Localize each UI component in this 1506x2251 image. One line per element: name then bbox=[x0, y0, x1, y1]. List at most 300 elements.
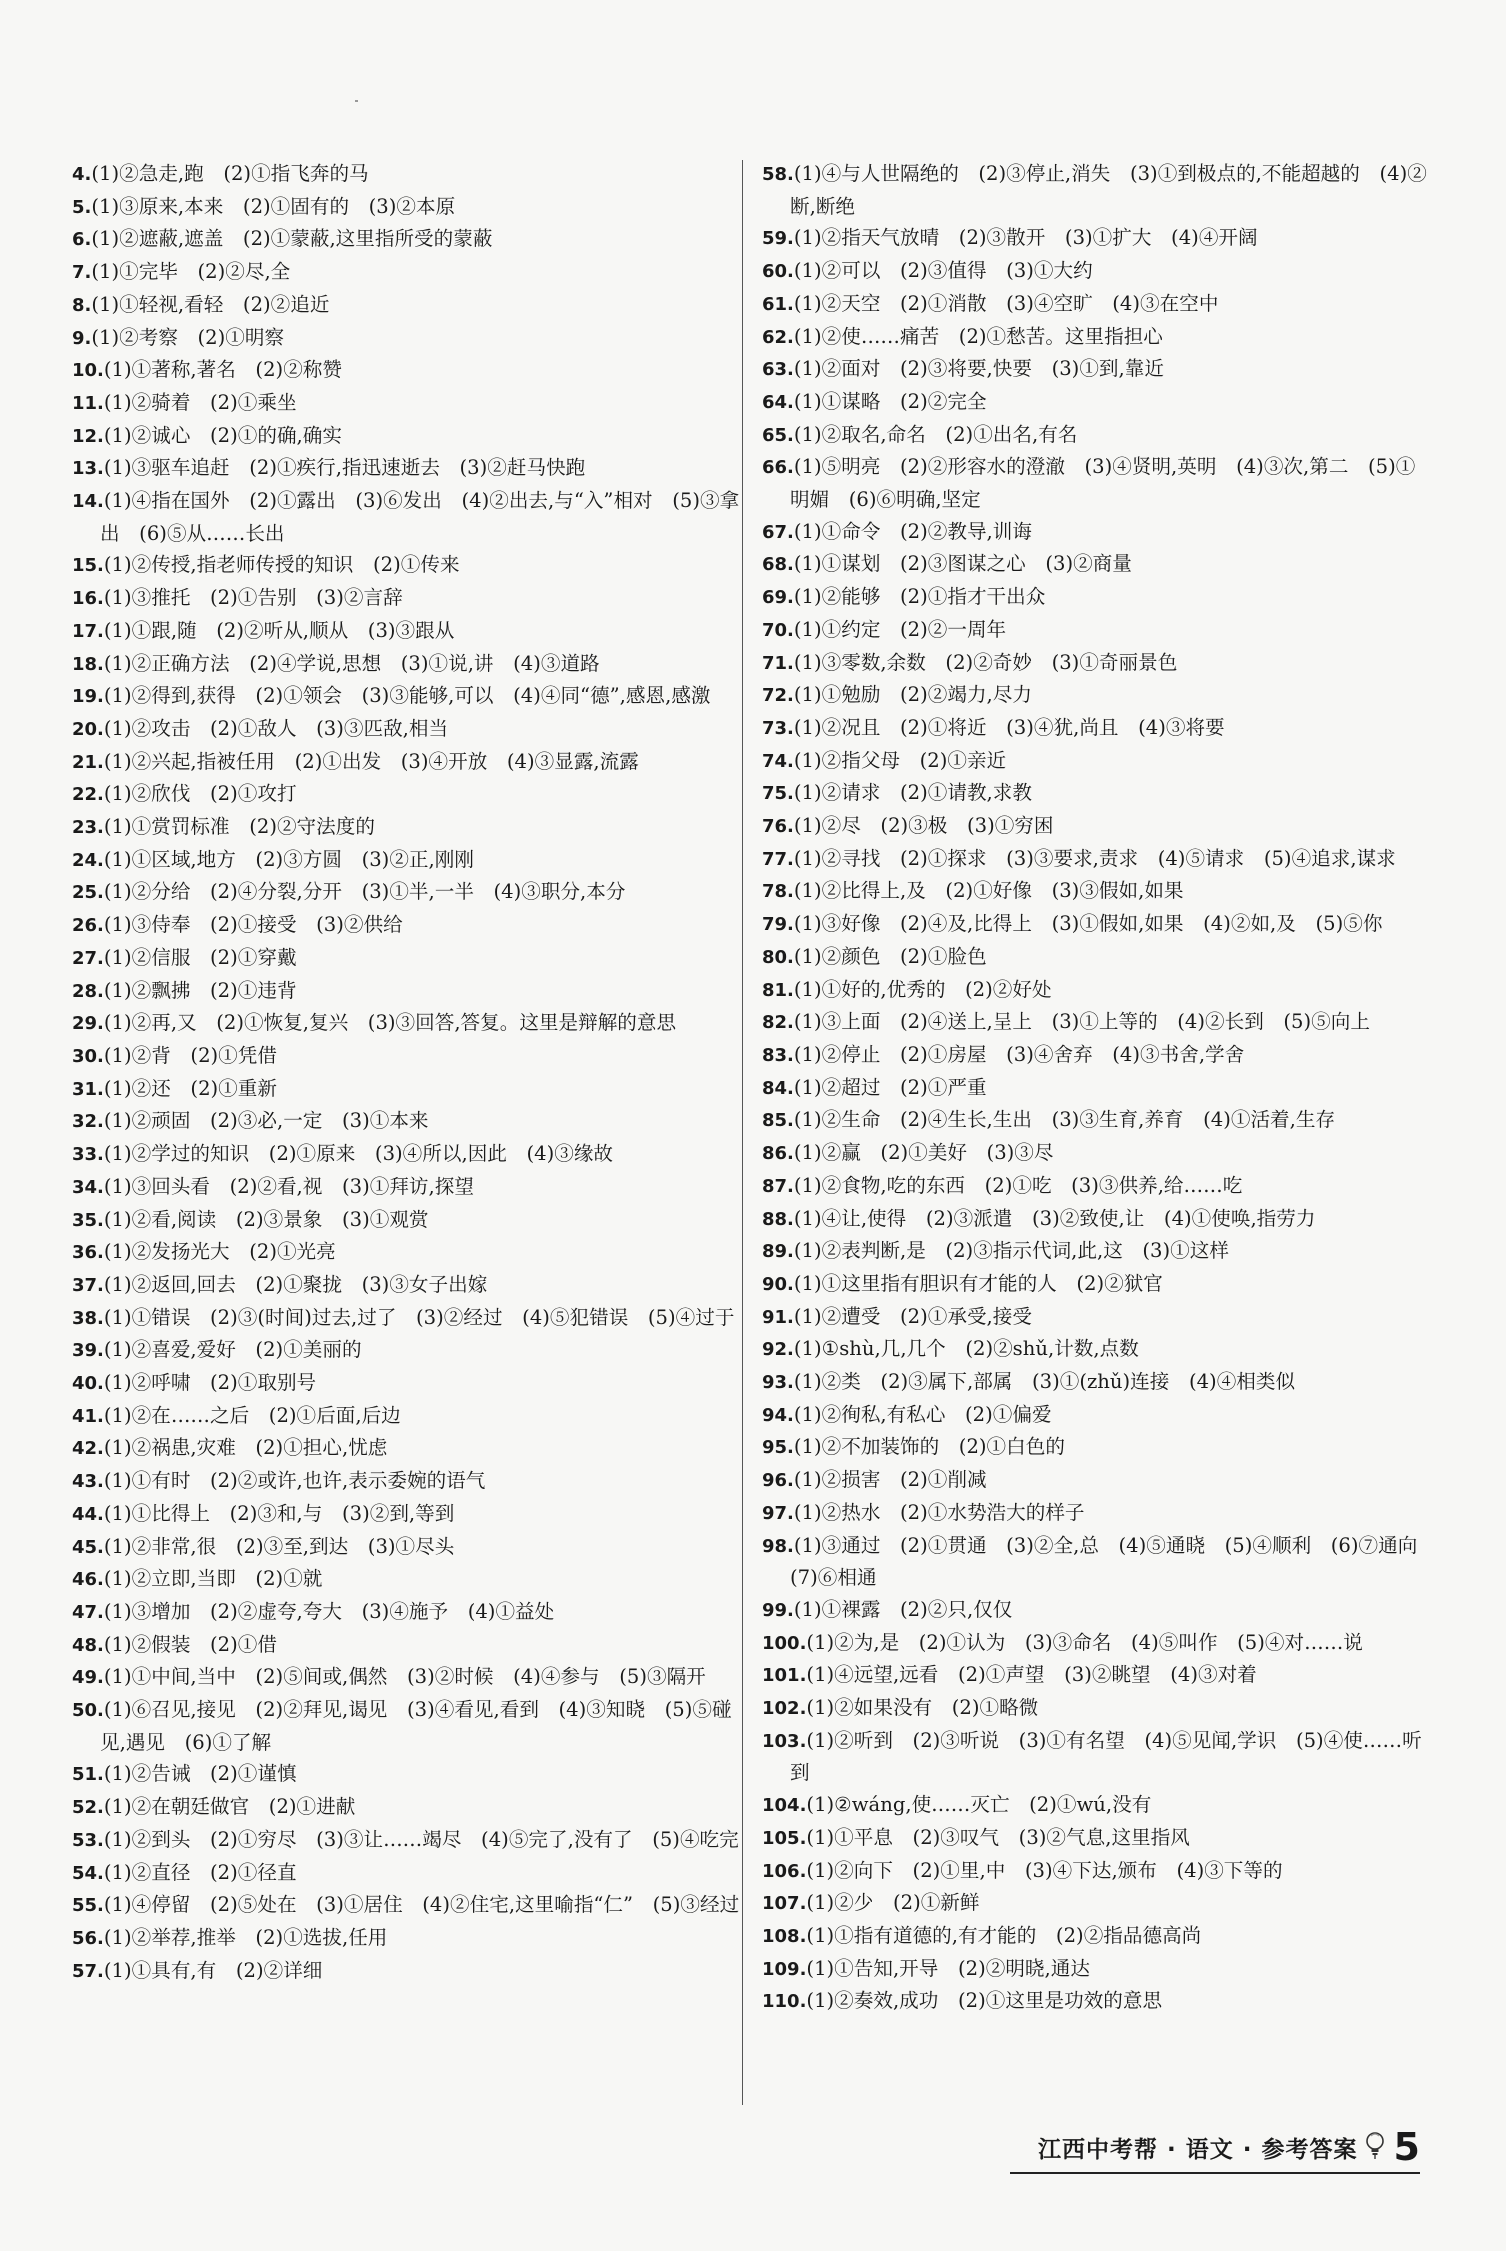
question-number: 94. bbox=[762, 1404, 794, 1426]
answer-text: (1)②面对 (2)③将要,快要 (3)①到,靠近 bbox=[793, 357, 1164, 381]
answer-entry bbox=[72, 354, 742, 387]
question-number: 95. bbox=[762, 1437, 794, 1459]
answer-entry bbox=[72, 582, 742, 615]
answer-text: (1)③增加 (2)②虚夸,夸大 (3)④施予 (4)①益处 bbox=[103, 1599, 555, 1623]
question-number: 82. bbox=[762, 1012, 794, 1034]
question-number: 61. bbox=[762, 293, 794, 315]
question-number: 76. bbox=[762, 816, 794, 838]
answer-text: (1)②比得上,及 (2)①好像 (3)③假如,如果 bbox=[793, 879, 1184, 903]
answer-text: (1)④指在国外 (2)①露出 (3)⑥发出 (4)②出去,与“入”相对 (5)③拿出 (6)⑤从……长出 bbox=[100, 489, 740, 545]
question-number: 89. bbox=[762, 1241, 794, 1263]
question-number: 19. bbox=[72, 686, 104, 708]
question-number: 99. bbox=[762, 1599, 794, 1621]
answer-text: (1)②传授,指老师传授的知识 (2)①传来 bbox=[103, 553, 460, 577]
question-number: 59. bbox=[762, 228, 794, 250]
answer-text: (1)②遭受 (2)①承受,接受 bbox=[793, 1304, 1032, 1328]
answer-text: (1)②指父母 (2)①亲近 bbox=[793, 748, 1007, 772]
answer-text: (1)②在……之后 (2)①后面,后边 bbox=[103, 1403, 401, 1427]
question-number: 87. bbox=[762, 1175, 794, 1197]
question-number: 32. bbox=[72, 1111, 104, 1133]
answer-text: (1)①约定 (2)②一周年 bbox=[793, 617, 1007, 641]
question-number: 57. bbox=[72, 1960, 104, 1982]
question-number: 83. bbox=[762, 1044, 794, 1066]
answer-entry bbox=[762, 158, 1432, 222]
question-number: 40. bbox=[72, 1373, 104, 1395]
answer-entry bbox=[72, 713, 742, 746]
answer-text: (1)①勉励 (2)②竭力,尽力 bbox=[793, 683, 1032, 707]
answer-text: (1)②奏效,成功 (2)①这里是功效的意思 bbox=[806, 1989, 1163, 2013]
answer-text: (1)②兴起,指被任用 (2)①出发 (3)④开放 (4)③显露,流露 bbox=[103, 749, 639, 773]
question-number: 78. bbox=[762, 881, 794, 903]
answer-text: (1)②wáng,使……灭亡 (2)①wú,没有 bbox=[806, 1793, 1152, 1817]
question-number: 12. bbox=[72, 425, 104, 447]
question-number: 43. bbox=[72, 1471, 104, 1493]
answer-text: (1)②飘拂 (2)①违背 bbox=[103, 978, 297, 1002]
answer-text: (1)②举荐,推举 (2)①选拔,任用 bbox=[103, 1925, 388, 1949]
answer-entry bbox=[762, 1072, 1432, 1105]
answer-entry bbox=[72, 1204, 742, 1237]
answer-entry bbox=[72, 1498, 742, 1531]
answer-text: (1)②欣伐 (2)①攻打 bbox=[103, 782, 297, 806]
answer-entry bbox=[762, 1170, 1432, 1203]
right-column bbox=[762, 158, 1437, 2018]
answer-entry bbox=[72, 387, 742, 420]
answer-entry bbox=[762, 875, 1432, 908]
answer-text: (1)②分给 (2)④分裂,分开 (3)①半,一半 (4)③职分,本分 bbox=[103, 880, 626, 904]
question-number: 33. bbox=[72, 1144, 104, 1166]
answer-text: (1)①shù,几,几个 (2)②shǔ,计数,点数 bbox=[793, 1337, 1139, 1361]
question-number: 51. bbox=[72, 1764, 104, 1786]
answer-entry bbox=[762, 1985, 1432, 2018]
answer-text: (1)②信服 (2)①穿戴 bbox=[103, 945, 297, 969]
answer-entry bbox=[762, 1725, 1432, 1789]
question-number: 96. bbox=[762, 1470, 794, 1492]
answer-text: (1)④停留 (2)⑤处在 (3)①居住 (4)②住宅,这里喻指“仁” (5)③经过 bbox=[103, 1893, 740, 1917]
question-number: 29. bbox=[72, 1013, 104, 1035]
question-number: 4. bbox=[72, 164, 92, 185]
answer-entry bbox=[72, 1302, 742, 1335]
answer-text: (1)②可以 (2)③值得 (3)①大约 bbox=[793, 259, 1093, 283]
answer-entry bbox=[72, 485, 742, 549]
question-number: 69. bbox=[762, 587, 794, 609]
question-number: 28. bbox=[72, 980, 104, 1002]
answer-entry bbox=[72, 1694, 742, 1758]
question-number: 56. bbox=[72, 1927, 104, 1949]
question-number: 65. bbox=[762, 424, 794, 446]
question-number: 107. bbox=[762, 1893, 807, 1915]
answer-entry bbox=[72, 1073, 742, 1106]
answer-entry bbox=[762, 1104, 1432, 1137]
question-number: 21. bbox=[72, 751, 104, 773]
question-number: 42. bbox=[72, 1438, 104, 1460]
question-number: 80. bbox=[762, 946, 794, 968]
answer-text: (1)②攻击 (2)①敌人 (3)③匹敌,相当 bbox=[103, 716, 449, 740]
answer-entry bbox=[72, 1269, 742, 1302]
answer-text: (1)①错误 (2)③(时间)过去,过了 (3)②经过 (4)⑤犯错误 (5)④过于 bbox=[103, 1305, 735, 1329]
question-number: 68. bbox=[762, 554, 794, 576]
question-number: 63. bbox=[762, 359, 794, 381]
answer-entry bbox=[762, 1268, 1432, 1301]
question-number: 6. bbox=[72, 229, 92, 251]
answer-entry bbox=[72, 1922, 742, 1955]
answer-entry bbox=[762, 810, 1432, 843]
question-number: 20. bbox=[72, 718, 104, 740]
answer-entry bbox=[762, 581, 1432, 614]
answer-text: (1)②假装 (2)①借 bbox=[103, 1632, 277, 1656]
answer-text: (1)②急走,跑 (2)①指飞奔的马 bbox=[91, 162, 369, 185]
answer-entry bbox=[762, 451, 1432, 515]
answer-entry bbox=[72, 1040, 742, 1073]
answer-entry bbox=[72, 778, 742, 811]
answer-text: (1)②返回,回去 (2)①聚拢 (3)③女子出嫁 bbox=[103, 1272, 488, 1296]
answer-text: (1)②指天气放晴 (2)③散开 (3)①扩大 (4)④开阔 bbox=[793, 226, 1258, 250]
answer-text: (1)②况且 (2)①将近 (3)④犹,尚且 (4)③将要 bbox=[793, 715, 1225, 739]
question-number: 18. bbox=[72, 653, 104, 675]
answer-text: (1)①告知,开导 (2)②明晓,通达 bbox=[806, 1956, 1090, 1980]
question-number: 103. bbox=[762, 1730, 807, 1752]
answer-text: (1)②骑着 (2)①乘坐 bbox=[103, 390, 297, 414]
answer-entry bbox=[762, 1235, 1432, 1268]
answer-text: (1)②取名,命名 (2)①出名,有名 bbox=[793, 422, 1078, 446]
answer-entry bbox=[72, 1138, 742, 1171]
answer-text: (1)④远望,远看 (2)①声望 (3)②眺望 (4)③对着 bbox=[806, 1663, 1257, 1687]
answer-text: (1)②向下 (2)①里,中 (3)④下达,颁布 (4)③下等的 bbox=[806, 1858, 1283, 1882]
answer-entry bbox=[72, 1367, 742, 1400]
answer-text: (1)②颜色 (2)①脸色 bbox=[793, 944, 987, 968]
question-number: 45. bbox=[72, 1536, 104, 1558]
answer-entry bbox=[762, 386, 1432, 419]
question-number: 93. bbox=[762, 1372, 794, 1394]
answer-text: (1)③通过 (2)①贯通 (3)②全,总 (4)⑤通晓 (5)④顺利 (6)⑦通向 (7)⑥相通 bbox=[790, 1533, 1437, 1590]
question-number: 17. bbox=[72, 620, 104, 642]
answer-text: (1)②遮蔽,遮盖 (2)①蒙蔽,这里指所受的蒙蔽 bbox=[91, 227, 493, 251]
answer-entry bbox=[72, 1791, 742, 1824]
answer-entry bbox=[72, 1432, 742, 1465]
question-number: 62. bbox=[762, 326, 794, 348]
answer-entry bbox=[72, 942, 742, 975]
question-number: 24. bbox=[72, 849, 104, 871]
answer-entry bbox=[72, 680, 742, 713]
answer-entry bbox=[72, 975, 742, 1008]
answer-entry bbox=[72, 1236, 742, 1269]
answer-entry bbox=[762, 941, 1432, 974]
question-number: 75. bbox=[762, 783, 794, 805]
answer-text: (1)③驱车追赶 (2)①疾行,指迅速逝去 (3)②赶马快跑 bbox=[103, 456, 586, 480]
answer-text: (1)②类 (2)③属下,部属 (3)①(zhǔ)连接 (4)④相类似 bbox=[793, 1370, 1296, 1394]
question-number: 79. bbox=[762, 914, 794, 936]
answer-entry bbox=[762, 1789, 1432, 1822]
question-number: 31. bbox=[72, 1078, 104, 1100]
answer-text: (1)①轻视,看轻 (2)②追近 bbox=[91, 292, 330, 316]
footer-title: 江西中考帮 · 语文 · 参考答案 bbox=[1038, 2136, 1358, 2163]
answer-entry bbox=[72, 1400, 742, 1433]
answer-text: (1)①比得上 (2)③和,与 (3)②到,等到 bbox=[103, 1501, 455, 1525]
question-number: 10. bbox=[72, 360, 104, 382]
answer-entry bbox=[72, 289, 742, 322]
answer-entry bbox=[762, 1953, 1432, 1986]
answer-text: (1)②请求 (2)①请教,求教 bbox=[793, 781, 1032, 805]
bulb-icon bbox=[1364, 2130, 1386, 2164]
answer-text: (1)②得到,获得 (2)①领会 (3)③能够,可以 (4)④同“德”,感恩,感激 bbox=[103, 684, 711, 708]
answer-entry bbox=[72, 1105, 742, 1138]
answer-entry bbox=[72, 1629, 742, 1662]
question-number: 34. bbox=[72, 1176, 104, 1198]
question-number: 9. bbox=[72, 327, 92, 349]
answer-entry bbox=[72, 1596, 742, 1629]
answer-entry bbox=[762, 614, 1432, 647]
question-number: 73. bbox=[762, 717, 794, 739]
question-number: 26. bbox=[72, 915, 104, 937]
answer-entry bbox=[762, 1497, 1432, 1530]
question-number: 13. bbox=[72, 458, 104, 480]
answer-text: (1)③上面 (2)④送上,呈上 (3)①上等的 (4)②长到 (5)⑤向上 bbox=[793, 1010, 1370, 1034]
answer-text: (1)①有时 (2)②或许,也许,表示委婉的语气 bbox=[103, 1469, 486, 1493]
question-number: 16. bbox=[72, 588, 104, 610]
question-number: 100. bbox=[762, 1632, 807, 1654]
question-number: 46. bbox=[72, 1569, 104, 1591]
question-number: 92. bbox=[762, 1339, 794, 1361]
answer-text: (1)②立即,当即 (2)①就 bbox=[103, 1567, 323, 1591]
footer-rule bbox=[1010, 2172, 1420, 2174]
answer-entry bbox=[762, 1366, 1432, 1399]
answer-entry bbox=[72, 844, 742, 877]
answer-entry bbox=[72, 1171, 742, 1204]
answer-text: (1)③推托 (2)①告别 (3)②言辞 bbox=[103, 586, 403, 610]
answer-text: (1)①这里指有胆识有才能的人 (2)②狱官 bbox=[793, 1271, 1163, 1295]
answer-text: (1)③回头看 (2)②看,视 (3)①拜访,探望 bbox=[103, 1174, 474, 1198]
answer-entry bbox=[72, 615, 742, 648]
answer-entry bbox=[762, 288, 1432, 321]
answer-text: (1)③原来,本来 (2)①固有的 (3)②本原 bbox=[91, 194, 456, 218]
answer-entry bbox=[762, 1203, 1432, 1236]
answer-text: (1)②祸患,灾难 (2)①担心,忧虑 bbox=[103, 1436, 388, 1460]
answer-entry bbox=[72, 746, 742, 779]
answer-text: (1)①裸露 (2)②只,仅仅 bbox=[793, 1597, 1013, 1621]
answer-entry bbox=[762, 1594, 1432, 1627]
answer-text: (1)②为,是 (2)①认为 (3)③命名 (4)⑤叫作 (5)④对……说 bbox=[806, 1630, 1363, 1654]
question-number: 67. bbox=[762, 521, 794, 543]
question-number: 90. bbox=[762, 1273, 794, 1295]
question-number: 72. bbox=[762, 685, 794, 707]
answer-text: (1)②直径 (2)①径直 bbox=[103, 1860, 297, 1884]
answer-text: (1)⑤明亮 (2)②形容水的澄澈 (3)④贤明,英明 (4)③次,第二 (5)①明媚 (6)⑥明确,坚定 bbox=[790, 455, 1416, 512]
left-column bbox=[72, 158, 742, 1987]
question-number: 36. bbox=[72, 1242, 104, 1264]
answer-text: (1)③侍奉 (2)①接受 (3)②供给 bbox=[103, 913, 403, 937]
answer-entry bbox=[762, 1333, 1432, 1366]
answer-text: (1)②非常,很 (2)③至,到达 (3)①尽头 bbox=[103, 1534, 455, 1558]
question-number: 77. bbox=[762, 848, 794, 870]
answer-entry bbox=[762, 908, 1432, 941]
page-number: 5 bbox=[1393, 2125, 1420, 2169]
question-number: 48. bbox=[72, 1634, 104, 1656]
question-number: 5. bbox=[72, 196, 92, 218]
answer-entry bbox=[762, 548, 1432, 581]
question-number: 27. bbox=[72, 947, 104, 969]
answer-entry bbox=[72, 648, 742, 681]
question-number: 84. bbox=[762, 1077, 794, 1099]
answer-entry bbox=[72, 1955, 742, 1988]
answer-entry bbox=[72, 1465, 742, 1498]
question-number: 15. bbox=[72, 555, 104, 577]
answer-entry bbox=[762, 843, 1432, 876]
question-number: 106. bbox=[762, 1860, 807, 1882]
question-number: 25. bbox=[72, 882, 104, 904]
answer-entry bbox=[72, 191, 742, 224]
question-number: 70. bbox=[762, 619, 794, 641]
answer-text: (1)②呼啸 (2)①取别号 bbox=[103, 1371, 317, 1395]
answer-entry bbox=[72, 1889, 742, 1922]
question-number: 38. bbox=[72, 1307, 104, 1329]
answer-entry bbox=[762, 1692, 1432, 1725]
question-number: 22. bbox=[72, 784, 104, 806]
answer-text: (1)①跟,随 (2)②听从,顺从 (3)③跟从 bbox=[103, 618, 455, 642]
question-number: 54. bbox=[72, 1862, 104, 1884]
answer-entry bbox=[762, 1039, 1432, 1072]
answer-entry bbox=[72, 1563, 742, 1596]
question-number: 104. bbox=[762, 1795, 807, 1817]
question-number: 11. bbox=[72, 392, 104, 414]
answer-entry bbox=[72, 1334, 742, 1367]
answer-text: (1)②超过 (2)①严重 bbox=[793, 1075, 987, 1099]
answer-entry bbox=[762, 1887, 1432, 1920]
question-number: 71. bbox=[762, 652, 794, 674]
answer-text: (1)②寻找 (2)①探求 (3)③要求,责求 (4)⑤请求 (5)④追求,谋求 bbox=[793, 846, 1396, 870]
answer-entry bbox=[762, 1006, 1432, 1039]
answer-text: (1)②背 (2)①凭借 bbox=[103, 1043, 277, 1067]
answer-entry bbox=[72, 1857, 742, 1890]
answer-text: (1)①指有道德的,有才能的 (2)②指品德高尚 bbox=[806, 1923, 1202, 1947]
question-number: 110. bbox=[762, 1991, 807, 2013]
answer-entry bbox=[762, 647, 1432, 680]
question-number: 60. bbox=[762, 261, 794, 283]
answer-entry bbox=[72, 322, 742, 355]
answer-text: (1)②学过的知识 (2)①原来 (3)④所以,因此 (4)③缘故 bbox=[103, 1142, 614, 1166]
answer-text: (1)②天空 (2)①消散 (3)④空旷 (4)③在空中 bbox=[793, 291, 1219, 315]
answer-entry bbox=[762, 1399, 1432, 1432]
question-number: 8. bbox=[72, 294, 92, 316]
answer-text: (1)②能够 (2)①指才干出众 bbox=[793, 585, 1046, 609]
answer-text: (1)②尽 (2)③极 (3)①穷困 bbox=[793, 814, 1054, 838]
question-number: 53. bbox=[72, 1829, 104, 1851]
question-number: 109. bbox=[762, 1958, 807, 1980]
answer-entry bbox=[72, 1007, 742, 1040]
answer-entry bbox=[72, 158, 742, 191]
answer-entry bbox=[72, 876, 742, 909]
question-number: 91. bbox=[762, 1306, 794, 1328]
answer-entry bbox=[72, 811, 742, 844]
answer-entry bbox=[72, 1824, 742, 1857]
answer-entry bbox=[762, 1822, 1432, 1855]
answer-entry bbox=[762, 222, 1432, 255]
page-footer bbox=[950, 2124, 1420, 2170]
question-number: 97. bbox=[762, 1502, 794, 1524]
question-number: 14. bbox=[72, 491, 104, 513]
question-number: 58. bbox=[762, 164, 794, 185]
answer-text: (1)③零数,余数 (2)②奇妙 (3)①奇丽景色 bbox=[793, 650, 1178, 674]
answer-text: (1)②在朝廷做官 (2)①进献 bbox=[103, 1795, 356, 1819]
answer-text: (1)①中间,当中 (2)⑤间或,偶然 (3)②时候 (4)④参与 (5)③隔开 bbox=[103, 1665, 706, 1689]
answer-entry bbox=[762, 419, 1432, 452]
answer-text: (1)④让,使得 (2)③派遣 (3)②致使,让 (4)①使唤,指劳力 bbox=[793, 1206, 1316, 1230]
answer-entry bbox=[762, 1855, 1432, 1888]
answer-entry bbox=[72, 909, 742, 942]
answer-text: (1)②热水 (2)①水势浩大的样子 bbox=[793, 1500, 1085, 1524]
answer-entry bbox=[762, 974, 1432, 1007]
answer-text: (1)①平息 (2)③叹气 (3)②气息,这里指风 bbox=[806, 1825, 1190, 1849]
answer-entry bbox=[762, 1659, 1432, 1692]
answer-text: (1)①谋略 (2)②完全 bbox=[793, 389, 987, 413]
answer-entry bbox=[72, 1661, 742, 1694]
answer-text: (1)②使……痛苦 (2)①愁苦。这里指担心 bbox=[793, 324, 1163, 348]
answer-text: (1)②听到 (2)③听说 (3)①有名望 (4)⑤见闻,学识 (5)④使……听到 bbox=[790, 1728, 1422, 1785]
answer-text: (1)①完毕 (2)②尽,全 bbox=[91, 260, 291, 284]
answer-entry bbox=[72, 452, 742, 485]
answer-entry bbox=[762, 255, 1432, 288]
answer-text: (1)②如果没有 (2)①略微 bbox=[806, 1696, 1039, 1720]
answer-entry bbox=[72, 1531, 742, 1564]
answer-entry bbox=[762, 1920, 1432, 1953]
answer-text: (1)④与人世隔绝的 (2)③停止,消失 (3)①到极点的,不能超越的 (4)②断,断绝 bbox=[790, 162, 1427, 218]
question-number: 47. bbox=[72, 1601, 104, 1623]
answer-text: (1)①著称,著名 (2)②称赞 bbox=[103, 358, 342, 382]
answer-text: (1)③好像 (2)④及,比得上 (3)①假如,如果 (4)②如,及 (5)⑤你 bbox=[793, 912, 1383, 936]
question-number: 108. bbox=[762, 1925, 807, 1947]
answer-text: (1)①赏罚标准 (2)②守法度的 bbox=[103, 815, 375, 839]
question-number: 52. bbox=[72, 1797, 104, 1819]
answer-text: (1)②发扬光大 (2)①光亮 bbox=[103, 1240, 336, 1264]
question-number: 102. bbox=[762, 1698, 807, 1720]
question-number: 66. bbox=[762, 457, 794, 479]
answer-entry bbox=[762, 1464, 1432, 1497]
question-number: 64. bbox=[762, 391, 794, 413]
answer-entry bbox=[762, 516, 1432, 549]
answer-text: (1)②还 (2)①重新 bbox=[103, 1076, 277, 1100]
column-divider bbox=[742, 160, 743, 2105]
answer-text: (1)②停止 (2)①房屋 (3)④舍弃 (4)③书舍,学舍 bbox=[793, 1042, 1245, 1066]
question-number: 74. bbox=[762, 750, 794, 772]
answer-text: (1)①具有,有 (2)②详细 bbox=[103, 1958, 323, 1982]
answer-entry bbox=[762, 679, 1432, 712]
question-number: 35. bbox=[72, 1209, 104, 1231]
question-number: 23. bbox=[72, 817, 104, 839]
answer-entry bbox=[762, 321, 1432, 354]
answer-text: (1)②徇私,有私心 (2)①偏爱 bbox=[793, 1402, 1052, 1426]
answer-text: (1)②告诫 (2)①谨慎 bbox=[103, 1762, 297, 1786]
answer-text: (1)②食物,吃的东西 (2)①吃 (3)③供养,给……吃 bbox=[793, 1173, 1243, 1197]
answer-text: (1)②少 (2)①新鲜 bbox=[806, 1891, 980, 1915]
question-number: 37. bbox=[72, 1274, 104, 1296]
answer-text: (1)①好的,优秀的 (2)②好处 bbox=[793, 977, 1052, 1001]
question-number: 85. bbox=[762, 1110, 794, 1132]
answer-text: (1)②损害 (2)①削减 bbox=[793, 1468, 987, 1492]
answer-entry bbox=[72, 420, 742, 453]
question-number: 101. bbox=[762, 1665, 807, 1687]
answer-entry bbox=[72, 256, 742, 289]
question-number: 30. bbox=[72, 1045, 104, 1067]
question-number: 88. bbox=[762, 1208, 794, 1230]
answer-entry bbox=[762, 712, 1432, 745]
answer-entry bbox=[762, 1627, 1432, 1660]
answer-text: (1)②看,阅读 (2)③景象 (3)①观赏 bbox=[103, 1207, 429, 1231]
answer-text: (1)②考察 (2)①明察 bbox=[91, 325, 285, 349]
answer-text: (1)①命令 (2)②教导,训诲 bbox=[793, 519, 1032, 543]
question-number: 86. bbox=[762, 1143, 794, 1165]
answer-text: (1)②诚心 (2)①的确,确实 bbox=[103, 423, 342, 447]
answer-text: (1)①谋划 (2)③图谋之心 (3)②商量 bbox=[793, 552, 1132, 576]
question-number: 41. bbox=[72, 1405, 104, 1427]
answer-entry bbox=[762, 1431, 1432, 1464]
